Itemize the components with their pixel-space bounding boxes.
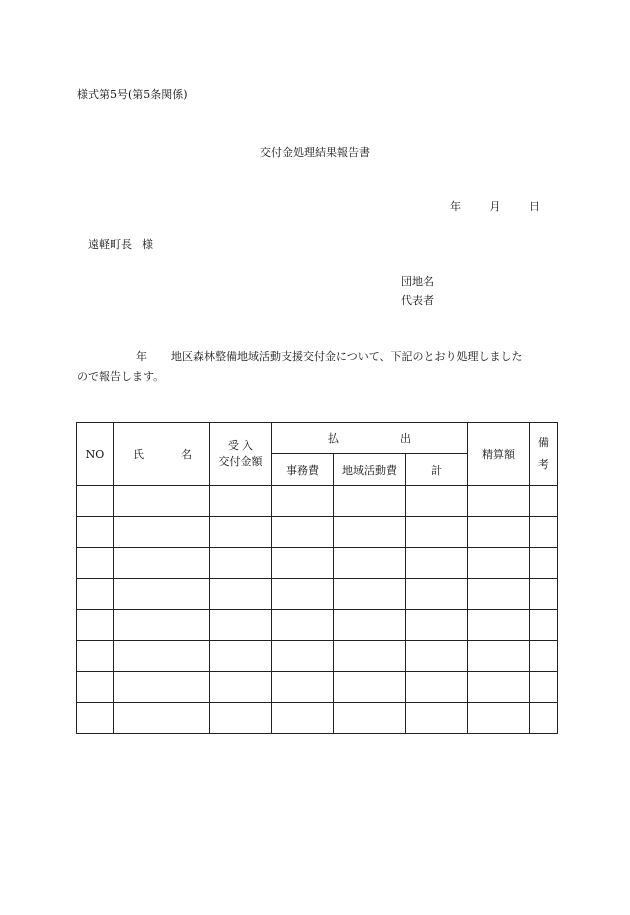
date-year-label: 年 xyxy=(450,200,461,213)
cell-remarks[interactable] xyxy=(530,579,558,610)
cell-received[interactable] xyxy=(210,703,272,734)
header-payment xyxy=(272,423,468,454)
header-settlement: 精算額 xyxy=(468,423,530,486)
addressee-honorific: 様 xyxy=(142,238,153,251)
cell-total[interactable] xyxy=(406,548,468,579)
cell-name[interactable] xyxy=(114,610,210,641)
header-remarks-1: 備 xyxy=(538,436,549,449)
cell-name[interactable] xyxy=(114,579,210,610)
header-payment-1: 払 xyxy=(328,432,339,445)
cell-received[interactable] xyxy=(210,610,272,641)
cell-total[interactable] xyxy=(406,641,468,672)
cell-office-expense[interactable] xyxy=(272,703,334,734)
cell-remarks[interactable] xyxy=(530,548,558,579)
header-total: 計 xyxy=(406,454,468,486)
cell-total[interactable] xyxy=(406,703,468,734)
date-month-label: 月 xyxy=(489,200,501,213)
form-number: 様式第5号(第5条関係) xyxy=(77,88,188,101)
header-received-3: 交付金額 xyxy=(218,455,263,468)
cell-total[interactable] xyxy=(406,517,468,548)
table-body xyxy=(77,486,558,734)
cell-name[interactable] xyxy=(114,641,210,672)
cell-office-expense[interactable] xyxy=(272,641,334,672)
table-row xyxy=(77,703,558,734)
header-remarks xyxy=(530,423,558,486)
body-text-1: 地区森林整備地域活動支援交付金について、下記のとおり処理しました xyxy=(171,350,523,363)
org-name-label: 団地名 xyxy=(401,275,434,288)
table-row xyxy=(77,486,558,517)
cell-name[interactable] xyxy=(114,672,210,703)
cell-received[interactable] xyxy=(210,579,272,610)
cell-no[interactable] xyxy=(77,641,114,672)
cell-settlement[interactable] xyxy=(468,703,530,734)
cell-office-expense[interactable] xyxy=(272,486,334,517)
body-year-label: 年 xyxy=(136,350,147,363)
cell-total[interactable] xyxy=(406,486,468,517)
cell-received[interactable] xyxy=(210,672,272,703)
header-payment-2: 出 xyxy=(400,432,411,445)
cell-regional-expense[interactable] xyxy=(334,548,406,579)
cell-remarks[interactable] xyxy=(530,486,558,517)
cell-regional-expense[interactable] xyxy=(334,641,406,672)
header-office-expense: 事務費 xyxy=(272,454,334,486)
cell-settlement[interactable] xyxy=(468,579,530,610)
cell-regional-expense[interactable] xyxy=(334,486,406,517)
body-line-2: ので報告します。 xyxy=(77,370,165,383)
cell-total[interactable] xyxy=(406,672,468,703)
cell-settlement[interactable] xyxy=(468,610,530,641)
cell-name[interactable] xyxy=(114,548,210,579)
cell-settlement[interactable] xyxy=(468,641,530,672)
header-received-1: 受 xyxy=(228,439,239,452)
body-line-1 xyxy=(77,348,523,364)
header-remarks-2: 考 xyxy=(538,458,549,471)
header-received-2: 入 xyxy=(242,439,253,452)
cell-office-expense[interactable] xyxy=(272,579,334,610)
cell-no[interactable] xyxy=(77,548,114,579)
cell-remarks[interactable] xyxy=(530,610,558,641)
addressee xyxy=(88,236,153,252)
table-row xyxy=(77,548,558,579)
table-row xyxy=(77,610,558,641)
header-regional-expense: 地域活動費 xyxy=(334,454,406,486)
cell-no[interactable] xyxy=(77,517,114,548)
cell-regional-expense[interactable] xyxy=(334,517,406,548)
cell-no[interactable] xyxy=(77,703,114,734)
table-row xyxy=(77,517,558,548)
header-no: NO xyxy=(77,423,114,486)
cell-remarks[interactable] xyxy=(530,703,558,734)
cell-settlement[interactable] xyxy=(468,548,530,579)
cell-name[interactable] xyxy=(114,703,210,734)
cell-regional-expense[interactable] xyxy=(334,579,406,610)
cell-total[interactable] xyxy=(406,579,468,610)
cell-office-expense[interactable] xyxy=(272,610,334,641)
cell-settlement[interactable] xyxy=(468,517,530,548)
cell-office-expense[interactable] xyxy=(272,517,334,548)
cell-no[interactable] xyxy=(77,579,114,610)
cell-received[interactable] xyxy=(210,641,272,672)
cell-remarks[interactable] xyxy=(530,517,558,548)
cell-total[interactable] xyxy=(406,610,468,641)
cell-settlement[interactable] xyxy=(468,672,530,703)
date-day-label: 日 xyxy=(529,200,540,213)
cell-office-expense[interactable] xyxy=(272,672,334,703)
cell-regional-expense[interactable] xyxy=(334,610,406,641)
header-name-1: 氏 xyxy=(133,448,144,461)
cell-name[interactable] xyxy=(114,486,210,517)
header-name-2: 名 xyxy=(181,448,192,461)
cell-received[interactable] xyxy=(210,548,272,579)
addressee-name: 遠軽町長 xyxy=(88,238,132,251)
header-name xyxy=(114,423,210,486)
cell-name[interactable] xyxy=(114,517,210,548)
table-row xyxy=(77,641,558,672)
cell-remarks[interactable] xyxy=(530,641,558,672)
table-row xyxy=(77,579,558,610)
date-line xyxy=(450,198,540,214)
cell-remarks[interactable] xyxy=(530,672,558,703)
cell-no[interactable] xyxy=(77,610,114,641)
document-title: 交付金処理結果報告書 xyxy=(260,146,370,159)
header-received xyxy=(210,423,272,486)
cell-regional-expense[interactable] xyxy=(334,672,406,703)
cell-received[interactable] xyxy=(210,486,272,517)
report-table xyxy=(76,422,558,734)
representative-label: 代表者 xyxy=(401,294,434,307)
cell-received[interactable] xyxy=(210,517,272,548)
cell-regional-expense[interactable] xyxy=(334,703,406,734)
cell-no[interactable] xyxy=(77,486,114,517)
cell-settlement[interactable] xyxy=(468,486,530,517)
cell-no[interactable] xyxy=(77,672,114,703)
table-row xyxy=(77,672,558,703)
cell-office-expense[interactable] xyxy=(272,548,334,579)
